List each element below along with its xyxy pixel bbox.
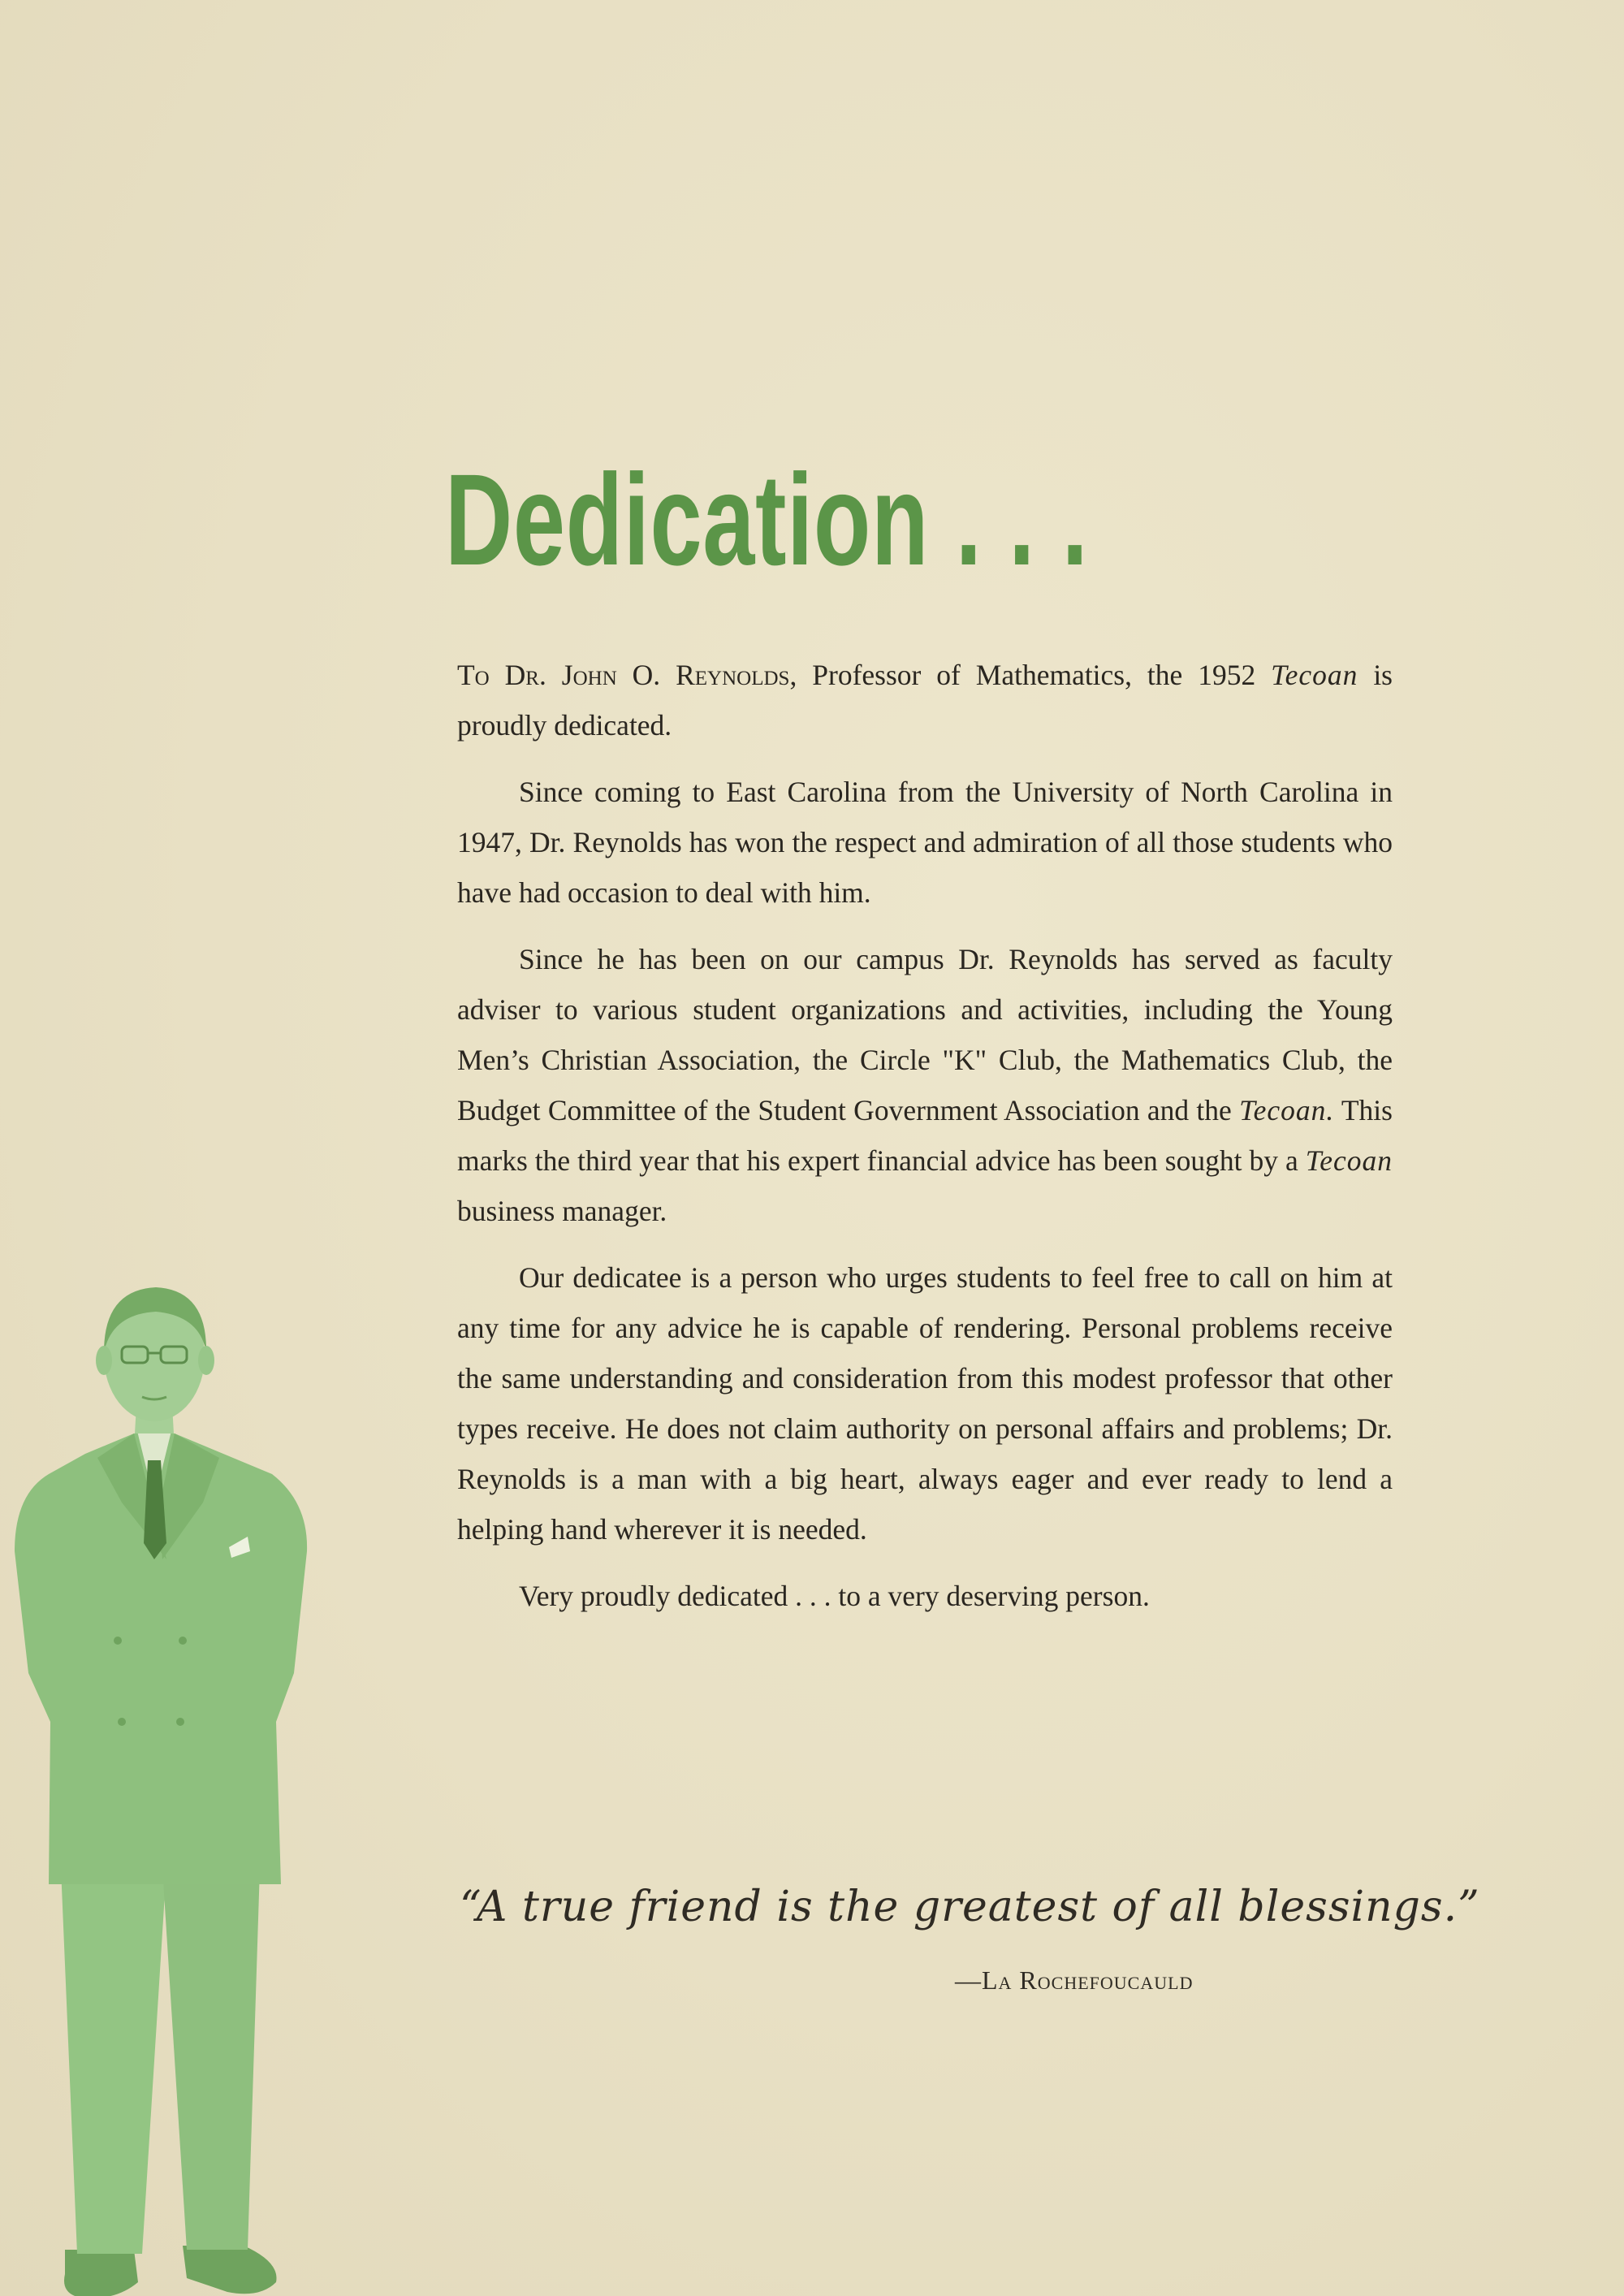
paragraph-3-part1: Since he has been on our campus Dr. Reynolds has served as faculty adviser to various student organizations and activities, including the Young Men’s Christian Association, the Circle "K" Club, the Mathematics Club, the Budget Committee of the Student Government Association and the <box>457 943 1393 1126</box>
paragraph-3-italic1: Tecoan. <box>1239 1094 1335 1126</box>
paragraph-3-part2: This marks the third year that his expert financial advice has been sought by a <box>457 1094 1393 1177</box>
quote: “A true friend is the greatest of all blessings.” <box>460 1883 1480 1931</box>
paragraph-3-italic2: Tecoan <box>1305 1144 1393 1177</box>
opening-middle: , Professor of Mathematics, the 1952 <box>789 659 1272 691</box>
dedication-body <box>457 650 1393 1637</box>
yearbook-name: Tecoan <box>1271 659 1358 691</box>
dedicatee-name: To Dr. John O. Reynolds <box>457 659 790 691</box>
paragraph-3 <box>457 934 1393 1236</box>
paragraph-2: Since coming to East Carolina from the University of North Carolina in 1947, Dr. Reynolds has won the respect and admiration of all those students who have had occasion to deal with him. <box>457 776 1393 909</box>
paragraph-3-part3: business manager. <box>457 1195 667 1227</box>
dedicatee-portrait <box>0 1267 325 2296</box>
page-title: Dedication . . . <box>445 447 1089 592</box>
quote-attribution: —La Rochefoucauld <box>955 1965 1194 1995</box>
paragraph-5: Very proudly dedicated . . . to a very deserving person. <box>519 1580 1150 1612</box>
opening-suffix: is proudly dedicated. <box>457 659 1393 742</box>
opening-paragraph <box>457 650 1393 750</box>
paragraph-4: Our dedicatee is a person who urges students to feel free to call on him at any time for any advice he is capable of rendering. Personal problems receive the same understanding and consideration from this modest professor that other types receive. He does not claim authority on personal affairs and problems; Dr. Reynolds is a man with a big heart, always eager and ever ready to lend a helping hand wherever it is needed. <box>457 1261 1393 1546</box>
